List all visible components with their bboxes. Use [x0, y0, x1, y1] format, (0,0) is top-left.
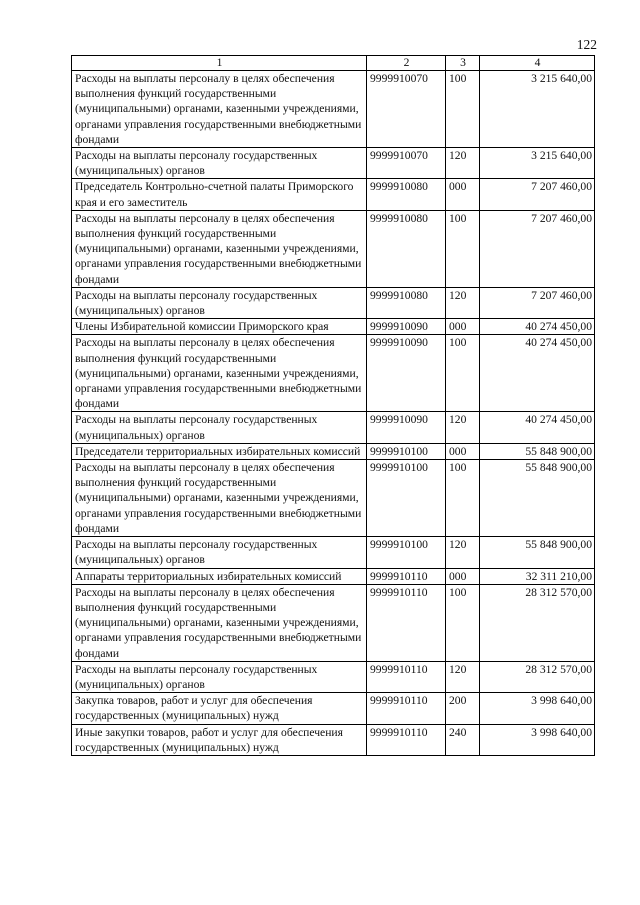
row-type-cell: 100 [446, 460, 480, 537]
table-row [72, 537, 595, 568]
row-name-cell: Аппараты территориальных избирательных комиссий [72, 568, 367, 584]
row-code-cell: 9999910100 [367, 443, 446, 459]
table-row [72, 724, 595, 755]
row-name-cell: Председатель Контрольно-счетной палаты Приморского края и его заместитель [72, 179, 367, 210]
row-amount-cell: 40 274 450,00 [480, 319, 595, 335]
row-type-cell: 000 [446, 443, 480, 459]
row-type-cell: 100 [446, 71, 480, 148]
table-body [72, 71, 595, 756]
header-col-3: 3 [446, 56, 480, 71]
row-name-cell: Расходы на выплаты персоналу в целях обеспечения выполнения функций государственными (муниципальными) органами, казенными учреждениями, органами управления государственными внебюджетными фондами [72, 584, 367, 661]
row-code-cell: 9999910090 [367, 319, 446, 335]
table-row [72, 412, 595, 443]
row-type-cell: 100 [446, 584, 480, 661]
row-code-cell: 9999910110 [367, 693, 446, 724]
row-type-cell: 120 [446, 148, 480, 179]
row-type-cell: 120 [446, 661, 480, 692]
row-code-cell: 9999910070 [367, 148, 446, 179]
budget-table [71, 55, 595, 756]
row-type-cell: 100 [446, 210, 480, 287]
row-amount-cell: 55 848 900,00 [480, 443, 595, 459]
row-amount-cell: 55 848 900,00 [480, 460, 595, 537]
table-row [72, 179, 595, 210]
table-row [72, 584, 595, 661]
row-amount-cell: 3 215 640,00 [480, 148, 595, 179]
row-code-cell: 9999910080 [367, 287, 446, 318]
row-name-cell: Расходы на выплаты персоналу государственных (муниципальных) органов [72, 287, 367, 318]
table-row [72, 210, 595, 287]
table-row [72, 443, 595, 459]
row-name-cell: Расходы на выплаты персоналу государственных (муниципальных) органов [72, 661, 367, 692]
row-amount-cell: 40 274 450,00 [480, 335, 595, 412]
row-name-cell: Председатели территориальных избирательных комиссий [72, 443, 367, 459]
row-code-cell: 9999910090 [367, 412, 446, 443]
row-amount-cell: 7 207 460,00 [480, 210, 595, 287]
table-row [72, 335, 595, 412]
row-code-cell: 9999910100 [367, 460, 446, 537]
table-row [72, 693, 595, 724]
row-amount-cell: 3 998 640,00 [480, 693, 595, 724]
row-name-cell: Расходы на выплаты персоналу государственных (муниципальных) органов [72, 537, 367, 568]
page-number: 122 [576, 37, 597, 52]
row-name-cell: Члены Избирательной комиссии Приморского края [72, 319, 367, 335]
row-type-cell: 000 [446, 319, 480, 335]
table-row [72, 568, 595, 584]
row-amount-cell: 28 312 570,00 [480, 584, 595, 661]
row-type-cell: 000 [446, 179, 480, 210]
table-row [72, 460, 595, 537]
table-row [72, 71, 595, 148]
row-code-cell: 9999910080 [367, 210, 446, 287]
row-code-cell: 9999910110 [367, 661, 446, 692]
row-amount-cell: 40 274 450,00 [480, 412, 595, 443]
table-row [72, 319, 595, 335]
row-code-cell: 9999910110 [367, 724, 446, 755]
row-name-cell: Расходы на выплаты персоналу в целях обеспечения выполнения функций государственными (муниципальными) органами, казенными учреждениями, органами управления государственными внебюджетными фондами [72, 71, 367, 148]
row-code-cell: 9999910080 [367, 179, 446, 210]
row-amount-cell: 3 998 640,00 [480, 724, 595, 755]
row-code-cell: 9999910110 [367, 568, 446, 584]
row-code-cell: 9999910070 [367, 71, 446, 148]
row-name-cell: Расходы на выплаты персоналу государственных (муниципальных) органов [72, 148, 367, 179]
row-code-cell: 9999910100 [367, 537, 446, 568]
row-type-cell: 120 [446, 412, 480, 443]
row-name-cell: Расходы на выплаты персоналу в целях обеспечения выполнения функций государственными (муниципальными) органами, казенными учреждениями, органами управления государственными внебюджетными фондами [72, 210, 367, 287]
row-name-cell: Иные закупки товаров, работ и услуг для обеспечения государственных (муниципальных) нужд [72, 724, 367, 755]
row-name-cell: Расходы на выплаты персоналу в целях обеспечения выполнения функций государственными (муниципальными) органами, казенными учреждениями, органами управления государственными внебюджетными фондами [72, 460, 367, 537]
row-code-cell: 9999910090 [367, 335, 446, 412]
table-row [72, 661, 595, 692]
row-name-cell: Расходы на выплаты персоналу государственных (муниципальных) органов [72, 412, 367, 443]
row-type-cell: 120 [446, 537, 480, 568]
row-type-cell: 240 [446, 724, 480, 755]
row-amount-cell: 7 207 460,00 [480, 287, 595, 318]
row-type-cell: 000 [446, 568, 480, 584]
row-type-cell: 200 [446, 693, 480, 724]
header-col-1: 1 [72, 56, 367, 71]
row-amount-cell: 3 215 640,00 [480, 71, 595, 148]
table-header-row [72, 56, 595, 71]
row-amount-cell: 28 312 570,00 [480, 661, 595, 692]
header-col-4: 4 [480, 56, 595, 71]
header-col-2: 2 [367, 56, 446, 71]
row-code-cell: 9999910110 [367, 584, 446, 661]
table-row [72, 148, 595, 179]
row-amount-cell: 55 848 900,00 [480, 537, 595, 568]
row-type-cell: 100 [446, 335, 480, 412]
row-name-cell: Закупка товаров, работ и услуг для обеспечения государственных (муниципальных) нужд [72, 693, 367, 724]
row-amount-cell: 32 311 210,00 [480, 568, 595, 584]
row-name-cell: Расходы на выплаты персоналу в целях обеспечения выполнения функций государственными (муниципальными) органами, казенными учреждениями, органами управления государственными внебюджетными фондами [72, 335, 367, 412]
row-amount-cell: 7 207 460,00 [480, 179, 595, 210]
row-type-cell: 120 [446, 287, 480, 318]
table-row [72, 287, 595, 318]
